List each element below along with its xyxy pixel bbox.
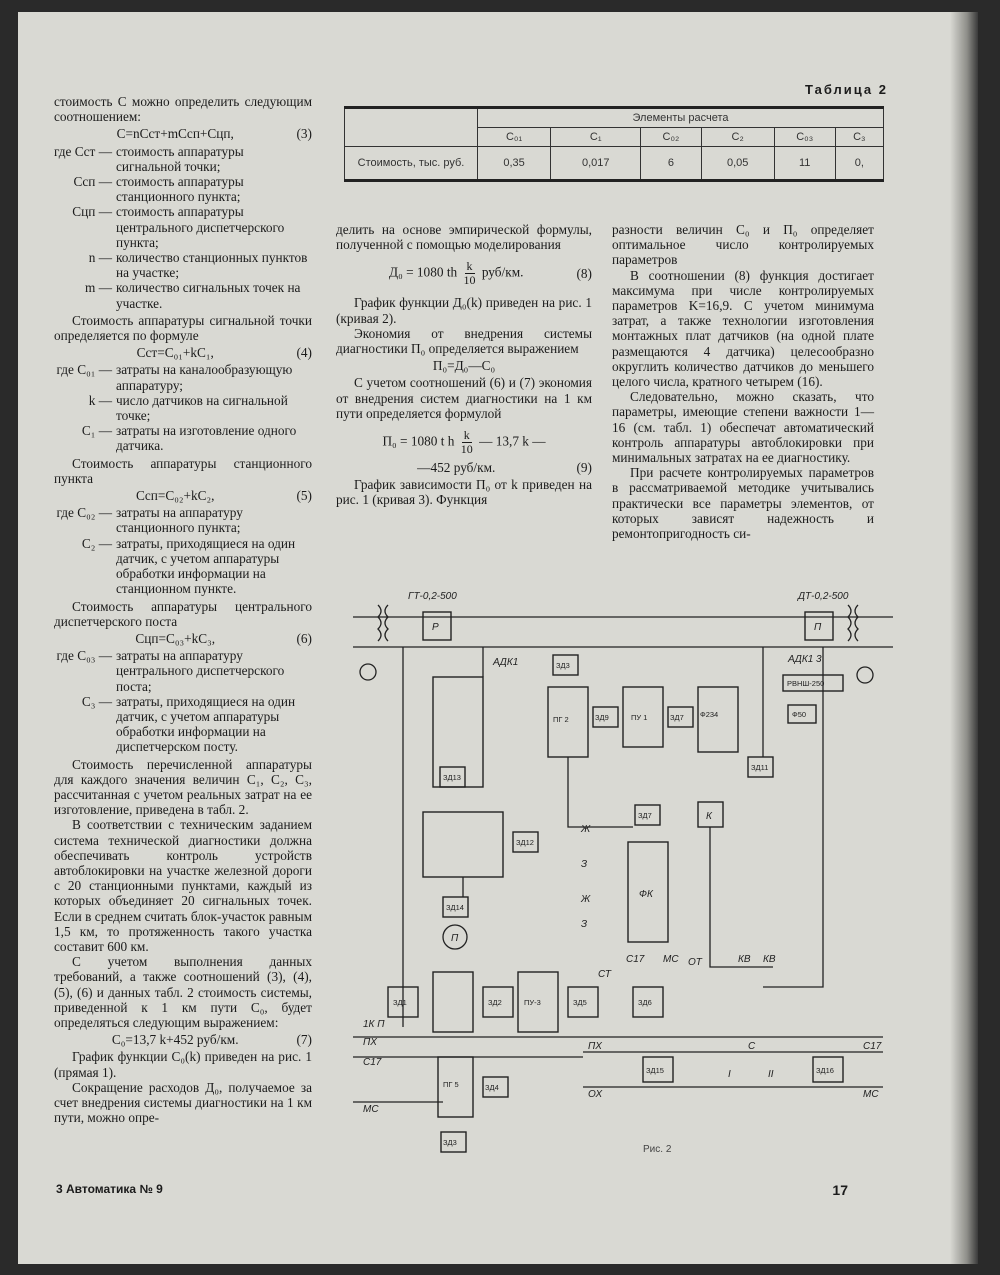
wire-4 (568, 757, 633, 827)
definitions-list (54, 505, 312, 596)
relay-p-label: Р (432, 622, 439, 633)
formula-number: (7) (296, 1032, 312, 1048)
zd5-label: ЗД5 (573, 998, 587, 1007)
def-term: m — (85, 280, 112, 296)
def-text: стоимость аппаратуры станционного пункта; (116, 174, 244, 205)
def-term: где Cст — (54, 143, 112, 159)
formula-8 (336, 260, 592, 287)
formula-text (336, 260, 576, 287)
k-label: К (706, 811, 712, 822)
formula-p (336, 358, 592, 373)
table-corner-cell (345, 108, 478, 147)
paragraph: Экономия от внедрения системы диагностики П₀ определяется выражением (336, 325, 592, 357)
pu3-label: ПУ-3 (524, 998, 541, 1007)
formula-number: (4) (296, 345, 312, 361)
table-col-header: С₀₂ (641, 128, 701, 147)
ep-block (433, 972, 473, 1032)
pu1-label: ПУ 1 (631, 713, 648, 722)
formula-5 (54, 488, 312, 503)
def-text: количество сигнальных точек на участке. (116, 280, 301, 311)
paragraph: При расчете контролируемых параметров в рассматриваемой методике учитывались практически все параметры элементов, от которых зависят надежность и ремонтопригодность си- (612, 465, 874, 542)
dkp-block (423, 812, 503, 877)
formula-3 (54, 126, 312, 141)
paragraph: Стоимость перечисленной аппаратуры для каждого значения величин C₁, C₂, C₃, рассчитанная с учетом реальных затрат на ее изготовление, приведена в табл. 2. (54, 756, 312, 818)
table-col-header: С₀₁ (478, 128, 551, 147)
paragraph: разности величин C₀ и П₀ определяет оптимальное число контролируемых параметров (612, 222, 874, 268)
pg2-label: ПГ 2 (553, 715, 569, 724)
def-term: где C₀₁ — (56, 362, 112, 378)
transformer-left (378, 605, 381, 641)
label-c: С (748, 1041, 756, 1052)
formula-text: Cцп=C₀₃+kC₃, (135, 630, 216, 646)
definitions-list (54, 648, 312, 754)
formula-text (336, 429, 592, 456)
formula-9-line2 (336, 460, 592, 475)
paragraph: С учетом выполнения данных требований, а также соотношений (3), (4), (5), (6) и данных табл. 2 стоимость системы, приведенной к 1 км пути C₀, будет определяться следующим выражением: (54, 954, 312, 1030)
formula-text: C=nCст+mCсп+Cцп, (116, 126, 234, 142)
label-z-2: З (581, 919, 588, 930)
rvnsh-label: РВНШ-250 (787, 679, 825, 688)
definitions-list (54, 144, 312, 311)
f234-block (698, 687, 738, 752)
def-text: затраты на аппаратуру центрального диспетчерского поста; (116, 648, 285, 694)
label-mc-mid: МС (663, 954, 679, 965)
fk-label: ФК (639, 889, 653, 900)
table-row-label: Стоимость, тыс. руб. (345, 147, 478, 181)
paragraph: Стоимость аппаратуры станционного пункта (54, 455, 312, 486)
label-kv1: КВ (738, 954, 751, 965)
table-cell: 11 (774, 147, 835, 181)
paragraph: График функции Д₀(k) приведен на рис. 1 (кривая 2). (336, 295, 592, 326)
formula-9 (336, 429, 592, 456)
transformer-right-2 (855, 605, 858, 641)
zd7a-label: ЗД7 (670, 713, 684, 722)
footer-journal: 3 Автоматика № 9 (56, 1182, 163, 1196)
zd3-label: ЗД3 (556, 661, 570, 670)
zd2-label: ЗД2 (488, 998, 502, 1007)
zd4-label: ЗД4 (485, 1083, 499, 1092)
def-text: затраты на изготовление одного датчика. (116, 423, 297, 454)
formula-4 (54, 345, 312, 360)
paragraph: Стоимость аппаратуры сигнальной точки определяется по формуле (54, 312, 312, 344)
table-col-header: С₂ (701, 128, 774, 147)
label-ot: ОТ (688, 957, 702, 968)
def-text: затраты на каналообразующую аппаратуру; (116, 362, 293, 393)
label-c17-mid: С17 (626, 954, 645, 965)
zd3b-label: ЗД3 (443, 1138, 457, 1147)
definitions-list (54, 362, 312, 453)
page-edge-shadow (950, 12, 978, 1264)
fraction (461, 429, 473, 456)
zd13-label: ЗД13 (443, 773, 461, 782)
table-cell: 6 (641, 147, 701, 181)
tap-left (360, 664, 376, 680)
def-text: стоимость аппаратуры сигнальной точки; (116, 143, 244, 174)
transformer-left-2 (385, 605, 388, 641)
formula-number: (5) (296, 488, 312, 504)
def-text: затраты на аппаратуру станционного пункта; (116, 505, 243, 536)
formula-text: Cст=C₀₁+kC₁, (136, 345, 214, 361)
zd11-label: ЗД11 (751, 763, 769, 772)
pg5-label: ПГ 5 (443, 1080, 459, 1089)
def-term: n — (88, 250, 112, 266)
table-cell: 0,35 (478, 147, 551, 181)
formula-number: (9) (576, 460, 592, 476)
label-II: II (768, 1069, 774, 1080)
fraction (464, 260, 476, 287)
table-cell: 0, (835, 147, 883, 181)
circuit-svg (343, 587, 903, 1162)
formula-part: руб/км. (481, 264, 524, 280)
wire-3 (763, 647, 823, 987)
def-text: стоимость аппаратуры центрального диспетчерского пункта; (116, 204, 285, 250)
adk1-left-label: АДК1 (493, 657, 519, 668)
formula-6 (54, 631, 312, 646)
transformer-right (848, 605, 851, 641)
formula-part: П₀ = 1080 t h (382, 433, 455, 449)
table-col-header: С₃ (835, 128, 883, 147)
def-term: где C₀₂ — (56, 505, 112, 521)
table-cell: 0,017 (551, 147, 641, 181)
def-term: C₂ — (81, 535, 112, 551)
adk1-right-label: АДК1 3 (788, 654, 822, 665)
formula-number: (3) (296, 126, 312, 142)
paragraph: Следовательно, можно сказать, что параметры, имеющие степени важности 1—16 (см. табл. 1) обеспечат автоматический контроль аппаратуры автоблокировки при минимальных затратах на ее диагностику. (612, 389, 874, 466)
circuit-diagram (343, 587, 903, 1162)
def-term: k — (88, 392, 112, 408)
paragraph: С учетом соотношений (6) и (7) экономия от внедрения систем диагностики на 1 км пути определяется формулой (336, 375, 592, 421)
formula-number: (6) (296, 630, 312, 646)
formula-text: —452 руб/км. (417, 460, 496, 476)
formula-number: (8) (576, 266, 592, 282)
table-group-header: Элементы расчета (478, 108, 884, 128)
fraction-denominator: 10 (460, 442, 473, 457)
paragraph: стоимость С можно определить следующим соотношением: (54, 94, 312, 125)
table-col-header: С₁ (551, 128, 641, 147)
table-cell: 0,05 (701, 147, 774, 181)
zd7-label: ЗД7 (638, 811, 652, 820)
label-1kp: 1К П (363, 1019, 385, 1030)
def-term: Cсп — (73, 174, 112, 190)
zd6-label: ЗД6 (638, 998, 652, 1007)
label-kv2: КВ (763, 954, 776, 965)
table-col-header: С₀₃ (774, 128, 835, 147)
formula-part: Д₀ = 1080 th (389, 264, 458, 280)
zd12-label: ЗД12 (516, 838, 534, 847)
paragraph: Сокращение расходов Д₀, получаемое за счет внедрения системы диагностики на 1 км пути, можно опре- (54, 1079, 312, 1126)
label-zh-1: Ж (581, 824, 591, 835)
zd9-label: ЗД9 (595, 713, 609, 722)
label-c17: С17 (363, 1057, 382, 1068)
def-text: количество станционных пунктов на участке; (116, 250, 308, 281)
formula-text: П₀=Д₀—C₀ (432, 358, 496, 374)
figure-caption: Рис. 2 (643, 1144, 672, 1155)
def-term: Cцп — (72, 204, 112, 220)
def-term: где C₀₃ — (56, 648, 112, 664)
formula-part: — 13,7 k — (479, 433, 546, 449)
label-ox-2: ОХ (588, 1089, 603, 1100)
label-mc: МС (363, 1104, 379, 1115)
def-text: затраты, приходящиеся на один датчик, с учетом аппаратуры обработки информации на диспетчерском посту. (116, 693, 296, 755)
label-mc-right: МС (863, 1089, 879, 1100)
zd15-label: ЗД15 (646, 1066, 664, 1075)
fraction-denominator: 10 (463, 273, 476, 288)
paragraph: делить на основе эмпирической формулы, полученной с помощью моделирования (336, 222, 592, 253)
label-dt: ДТ-0,2-500 (798, 591, 849, 602)
def-term: C₃ — (81, 693, 112, 709)
def-text: затраты, приходящиеся на один датчик, с учетом аппаратуры обработки информации на станционном пункте. (116, 535, 296, 597)
elements-table (344, 106, 884, 182)
label-px: ПХ (363, 1037, 377, 1048)
table-title: Таблица 2 (804, 82, 888, 97)
journal-page (18, 12, 978, 1264)
text-column-left (54, 94, 312, 1125)
def-term: C₁ — (81, 423, 112, 439)
paragraph: График функции C₀(k) приведен на рис. 1 (прямая 1). (54, 1049, 312, 1080)
fraction-numerator: k (466, 259, 473, 274)
label-I: I (728, 1069, 731, 1080)
formula-7 (54, 1032, 312, 1047)
paragraph: В соответствии с техническим заданием система технической диагностики должна обеспечивать контроль устройств автоблокировки на участке железной дороги с 20 станционными пунктами, каждый из которых объединяет 20 сигнальных точек. Если в среднем считать блок-участок равным 1,5 км, то протяженность такого участка составит 600 км. (54, 817, 312, 954)
f234-label: Ф234 (700, 710, 719, 719)
formula-text: Cсп=C₀₂+kC₂, (135, 488, 215, 504)
label-gt: ГТ-0,2-500 (408, 591, 457, 602)
zd16-label: ЗД16 (816, 1066, 834, 1075)
tap-right (857, 667, 873, 683)
f50-label: Ф50 (792, 710, 807, 719)
label-c17-right: С17 (863, 1041, 882, 1052)
paragraph: В соотношении (8) функция достигает максимума при числе контролируемых параметров K=16,9. С учетом минимума затрат, а также технологии изготовления монтажных плат датчиков (на одной плате размещаются 4 датчика) целесообразно округлить количество датчиков до меньшего целого числа, кратного четырем (16). (612, 267, 874, 390)
formula-text: C₀=13,7 k+452 руб/км. (111, 1032, 239, 1048)
page-number: 17 (832, 1182, 848, 1198)
relay-pp-label: П (814, 622, 822, 633)
label-z-1: З (581, 859, 588, 870)
zd1-label: ЗД1 (393, 998, 407, 1007)
motor-p-label: П (451, 933, 459, 944)
text-column-right (612, 222, 874, 541)
label-px-2: ПХ (588, 1041, 602, 1052)
label-zh-2: Ж (581, 894, 591, 905)
paragraph: Стоимость аппаратуры центрального диспетчерского поста (54, 598, 312, 629)
fraction-numerator: k (463, 428, 470, 443)
def-text: число датчиков на сигнальной точке; (116, 392, 288, 424)
wire-5 (710, 827, 773, 967)
paragraph: График зависимости П₀ от k приведен на рис. 1 (кривая 3). Функция (336, 477, 592, 508)
text-column-middle (336, 222, 592, 508)
zd14-label: ЗД14 (446, 903, 464, 912)
label-ct: СТ (598, 969, 611, 980)
